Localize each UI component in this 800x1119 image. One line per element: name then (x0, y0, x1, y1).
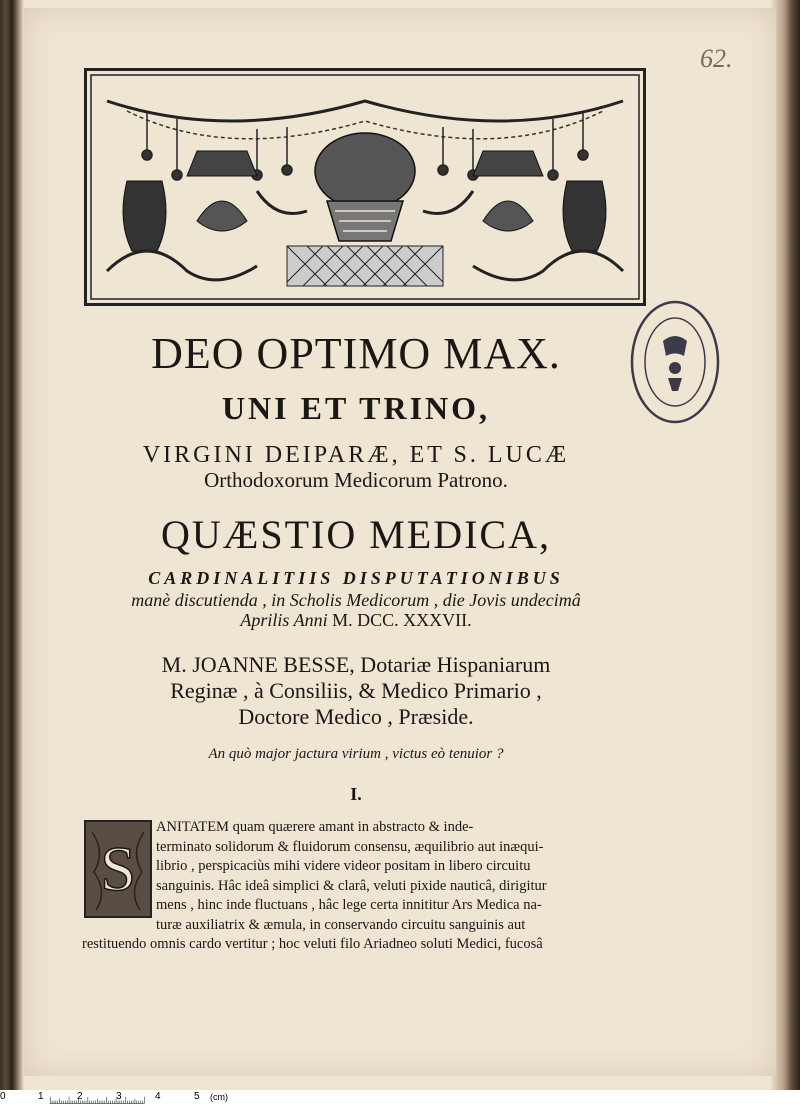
title-praeses-line: M. JOANNE BESSE, Dotariæ Hispaniarum (161, 652, 551, 677)
title-patron-line: Orthodoxorum Medicorum Patrono. (204, 468, 508, 492)
library-stamp (628, 296, 722, 428)
title-date-italic: Aprilis Anni (240, 610, 328, 630)
page-folio-number: 62. (700, 44, 733, 73)
ruler-ticks-icon (0, 1090, 196, 1104)
ruler-label-1: 1 (38, 1091, 44, 1102)
ornamental-headpiece (84, 68, 646, 306)
body-line-7: restituendo omnis cardo vertitur ; hoc veluti filo Ariadneo soluti Medici, fucosâ (82, 936, 543, 952)
title-date-year: M. DCC. XXXVII. (332, 610, 472, 630)
body-line-6: turæ auxiliatrix & æmula, in conservando circuitu sanguinis aut (156, 916, 526, 933)
ruler-label-5: 5 (194, 1091, 200, 1102)
ruler-unit: (cm) (210, 1092, 228, 1102)
title-virgin-line: VIRGINI DEIPARÆ, ET S. LUCÆ (142, 442, 570, 468)
body-line-5: mens , hinc inde fluctuans , hâc lege certa innititur Ars Medica na- (156, 897, 542, 913)
body-line-2: terminato solidorum & fluidorum consensu, æquilibrio aut inæqui- (156, 838, 544, 855)
ruler-label-0: 0 (0, 1091, 6, 1102)
title-discutienda-line: manè discutienda , in Scholis Medicorum , die Jovis undecimâ (131, 590, 581, 610)
ruler-label-2: 2 (77, 1091, 83, 1102)
body-line-3: librio , perspicaciùs mihi videre videor positam in libero circuitu (156, 858, 531, 874)
section-number: I. (350, 784, 362, 804)
body-paragraph (82, 818, 622, 955)
title-dedication-line: DEO OPTIMO MAX. (151, 329, 561, 378)
body-line-1: ANITATEM quam quærere amant in abstracto & inde- (156, 819, 474, 835)
body-line-4: sanguinis. Hâc ideâ simplici & clarâ, veluti pixide nauticâ, dirigitur (156, 877, 547, 894)
question-line: An quò major jactura virium , victus eò tenuior ? (208, 746, 504, 762)
title-trinity-line: UNI ET TRINO, (221, 390, 491, 426)
initial-letter: S (100, 833, 136, 904)
title-date-line (86, 610, 626, 631)
scale-ruler (0, 1090, 800, 1119)
title-disputationibus-line: CARDINALITIIS DISPUTATIONIBUS (148, 568, 564, 588)
title-doctore-line: Doctore Medico , Præside. (238, 704, 474, 729)
ruler-label-3: 3 (116, 1091, 122, 1102)
title-quaestio-line: QUÆSTIO MEDICA, (161, 512, 551, 557)
title-reginae-line: Reginæ , à Consiliis, & Medico Primario , (170, 678, 542, 703)
ruler-label-4: 4 (155, 1091, 161, 1102)
headpiece-engraving-icon (87, 71, 643, 303)
library-stamp-seal-icon (628, 296, 722, 428)
